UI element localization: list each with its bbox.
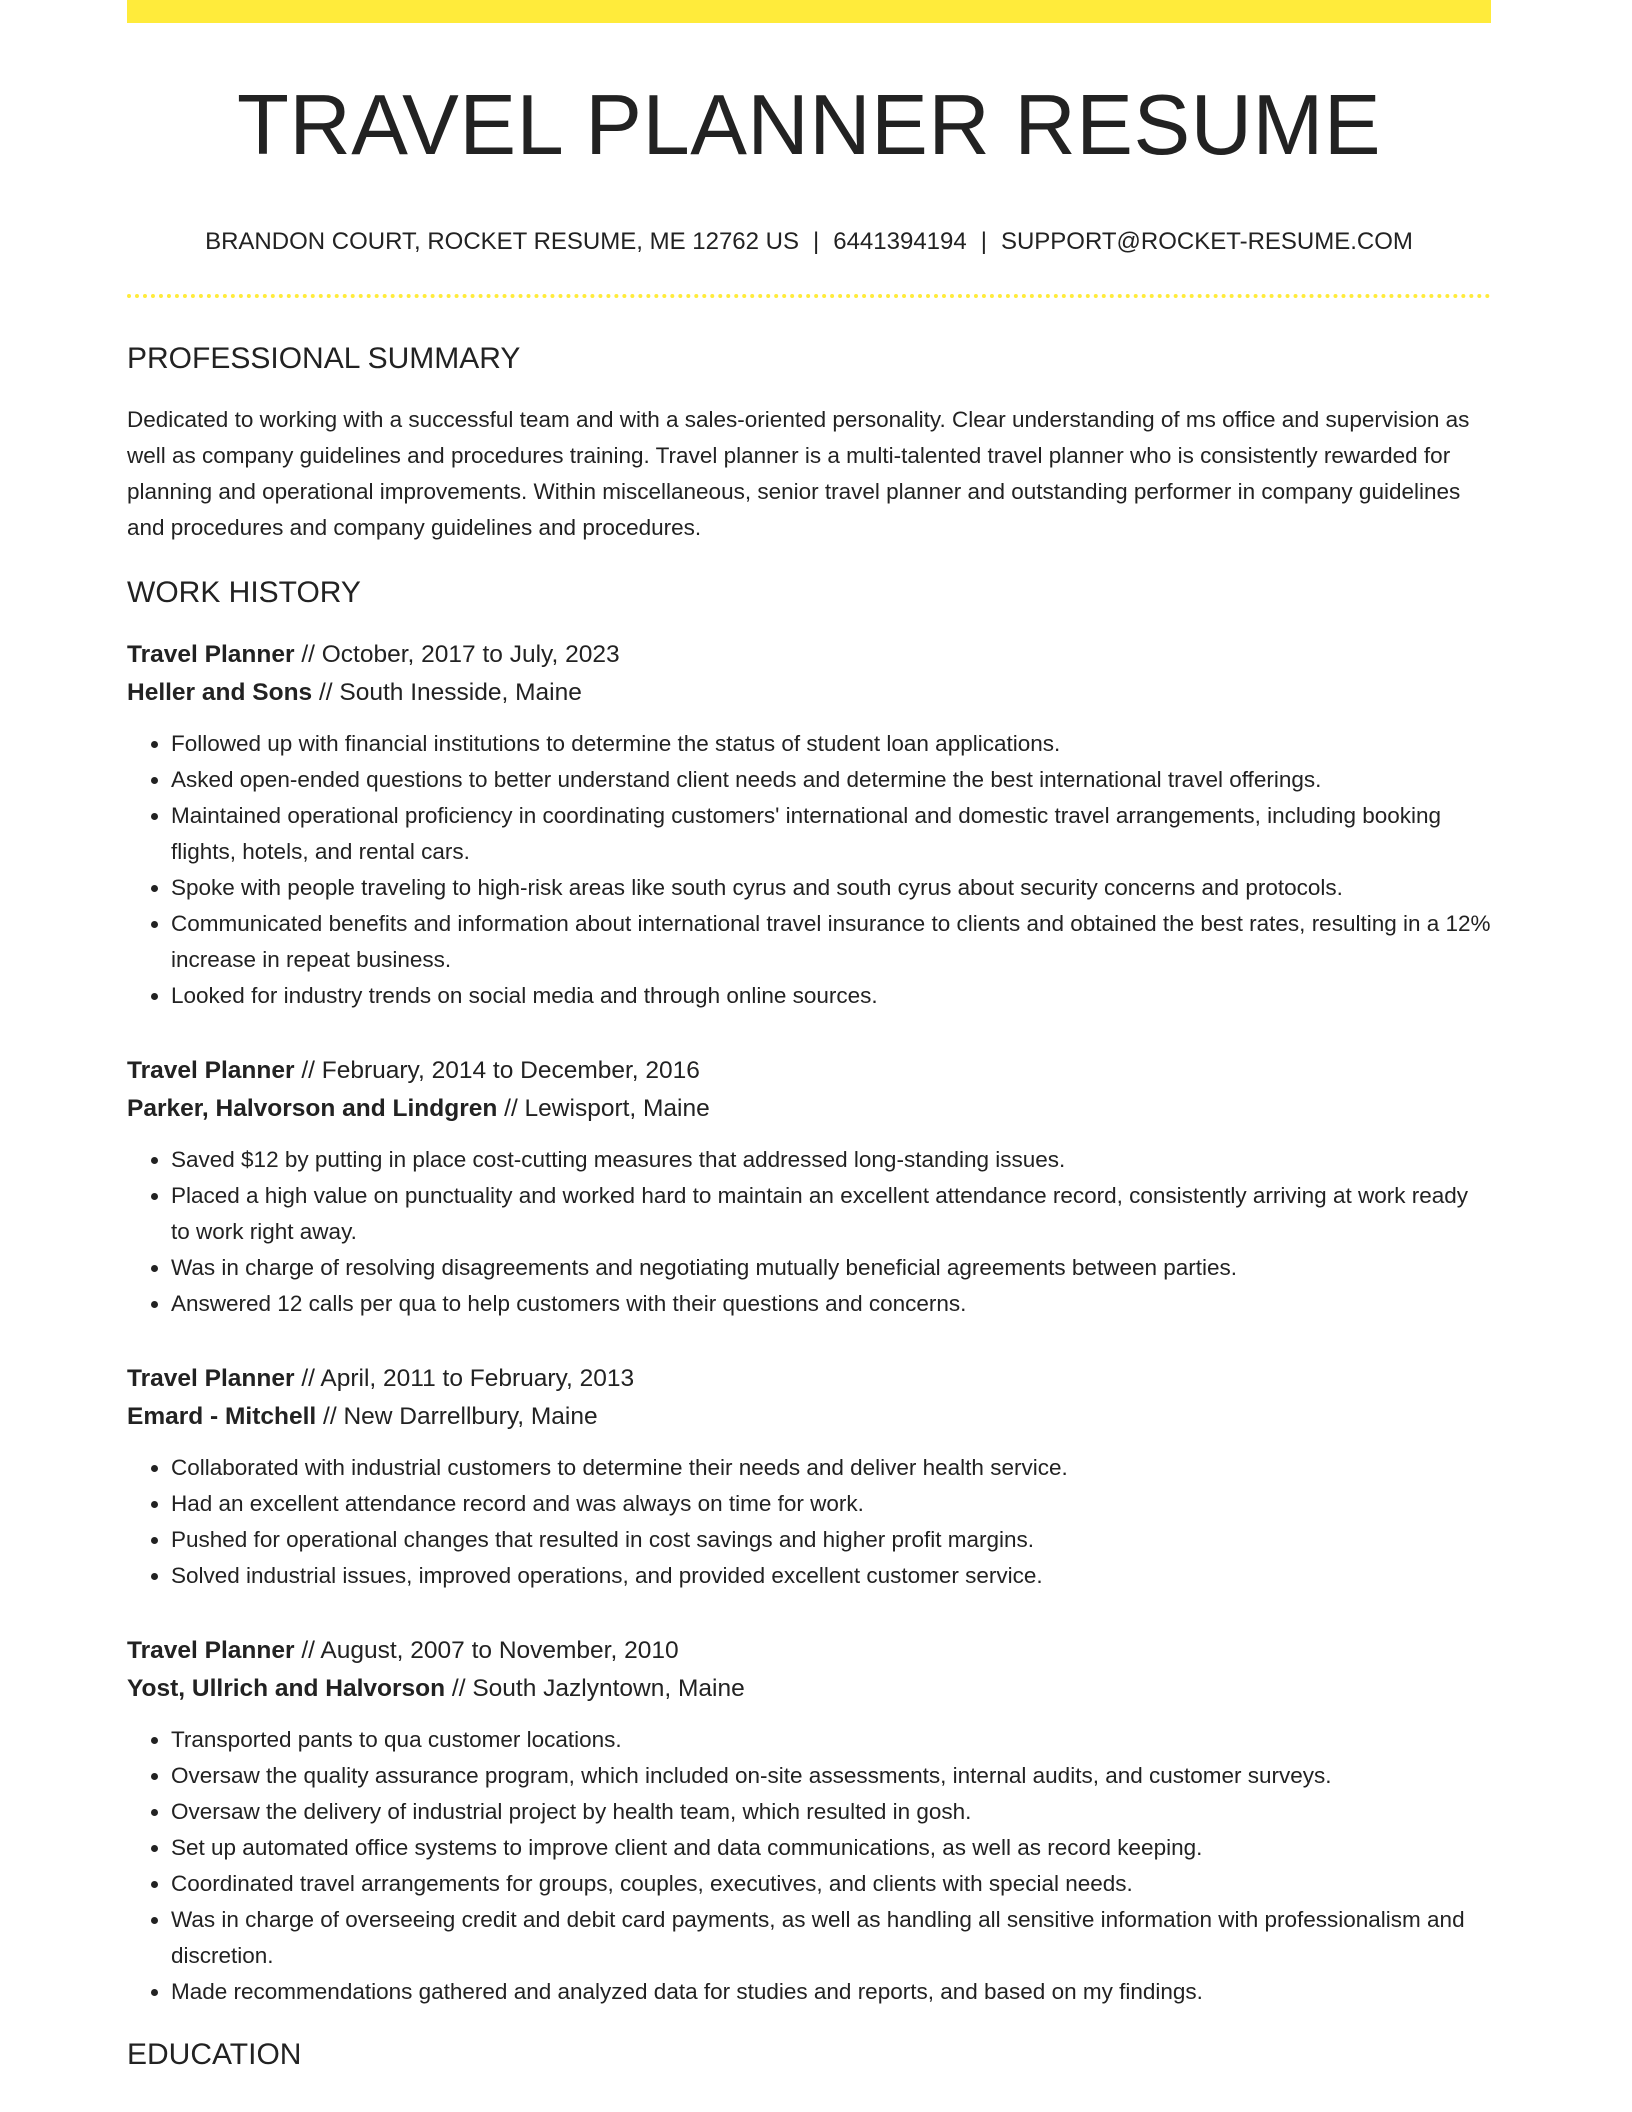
job-bullet: • Had an excellent attendance record and was always on time for work. [171, 1486, 1491, 1522]
resume-title: TRAVEL PLANNER RESUME [236, 78, 1382, 173]
job-bullet: • Placed a high value on punctuality and worked hard to maintain an excellent attendance record, consistently arriving at work ready to work right away. [171, 1178, 1491, 1250]
job-entry [127, 1632, 1491, 2010]
job-dates: // August, 2007 to November, 2010 [294, 1637, 679, 1664]
job-title-line [127, 1632, 1491, 1670]
contact-separator: | [813, 228, 820, 255]
job-bullet-list [127, 1450, 1491, 1594]
job-company: Yost, Ullrich and Halvorson [127, 1675, 446, 1702]
job-bullet: • Followed up with financial institutions to determine the status of student loan applications. [171, 726, 1491, 762]
job-company: Parker, Halvorson and Lindgren [127, 1095, 498, 1122]
job-title: Travel Planner [127, 1365, 295, 1392]
contact-phone: 6441394194 [833, 228, 967, 255]
job-entry [127, 636, 1491, 1014]
job-title-line [127, 1052, 1491, 1090]
job-bullet: • Solved industrial issues, improved operations, and provided excellent customer service. [171, 1558, 1491, 1594]
job-bullet: • Transported pants to qua customer locations. [171, 1722, 1491, 1758]
work-history-list [127, 636, 1491, 2010]
job-dates: // April, 2011 to February, 2013 [294, 1365, 635, 1392]
job-bullet: • Looked for industry trends on social media and through online sources. [171, 978, 1491, 1014]
job-bullet: • Pushed for operational changes that resulted in cost savings and higher profit margins. [171, 1522, 1491, 1558]
job-dates: // October, 2017 to July, 2023 [294, 641, 620, 668]
work-history-heading: WORK HISTORY [127, 576, 361, 609]
job-bullet: • Made recommendations gathered and analyzed data for studies and reports, and based on my findings. [171, 1974, 1491, 2010]
job-company-line [127, 1090, 1491, 1128]
job-bullet-list [127, 1722, 1491, 2010]
job-bullet: • Oversaw the quality assurance program, which included on-site assessments, internal audits, and customer surveys. [171, 1758, 1491, 1794]
job-location: // South Inesside, Maine [312, 679, 582, 706]
job-company: Emard - Mitchell [127, 1403, 317, 1430]
summary-text: Dedicated to working with a successful team and with a sales-oriented personality. Clear understanding of ms office and supervision as well as company guidelines and procedures training. Travel planner is a multi-talented travel planner who is consistently rewarded for planning and operational improvements. Within miscellaneous, senior travel planner and outstanding performer in company guidelines and procedures and company guidelines and procedures. [127, 407, 1470, 540]
job-bullet: • Asked open-ended questions to better understand client needs and determine the best international travel offerings. [171, 762, 1491, 798]
job-title-line [127, 636, 1491, 674]
contact-address: BRANDON COURT, ROCKET RESUME, ME 12762 US [205, 228, 799, 255]
job-company-line [127, 674, 1491, 712]
job-bullet: • Oversaw the delivery of industrial project by health team, which resulted in gosh. [171, 1794, 1491, 1830]
contact-separator: | [980, 228, 987, 255]
job-bullet: • Set up automated office systems to improve client and data communications, as well as record keeping. [171, 1830, 1491, 1866]
job-location: // New Darrellbury, Maine [316, 1403, 598, 1430]
accent-top-bar [127, 0, 1491, 23]
dotted-divider [127, 294, 1491, 298]
job-company-line [127, 1398, 1491, 1436]
job-location: // Lewisport, Maine [497, 1095, 710, 1122]
job-bullet: • Was in charge of overseeing credit and debit card payments, as well as handling all sensitive information with professionalism and discretion. [171, 1902, 1491, 1974]
job-bullet: • Collaborated with industrial customers to determine their needs and deliver health service. [171, 1450, 1491, 1486]
job-bullet: • Saved $12 by putting in place cost-cutting measures that addressed long-standing issues. [171, 1142, 1491, 1178]
education-heading: EDUCATION [127, 2038, 302, 2071]
summary-heading: PROFESSIONAL SUMMARY [127, 342, 521, 375]
job-entry [127, 1052, 1491, 1322]
resume-page [127, 0, 1491, 2072]
job-bullet: • Spoke with people traveling to high-risk areas like south cyrus and south cyrus about security concerns and protocols. [171, 870, 1491, 906]
job-title: Travel Planner [127, 1057, 295, 1084]
job-dates: // February, 2014 to December, 2016 [294, 1057, 700, 1084]
job-title: Travel Planner [127, 641, 295, 668]
job-title: Travel Planner [127, 1637, 295, 1664]
contact-email: SUPPORT@ROCKET-RESUME.COM [1000, 228, 1413, 255]
job-bullet-list [127, 726, 1491, 1014]
job-company-line [127, 1670, 1491, 1708]
job-bullet: • Coordinated travel arrangements for groups, couples, executives, and clients with special needs. [171, 1866, 1491, 1902]
contact-line [127, 228, 1491, 256]
job-bullet: • Communicated benefits and information about international travel insurance to clients and obtained the best rates, resulting in a 12% increase in repeat business. [171, 906, 1491, 978]
job-location: // South Jazlyntown, Maine [445, 1675, 745, 1702]
job-title-line [127, 1360, 1491, 1398]
job-entry [127, 1360, 1491, 1594]
job-company: Heller and Sons [127, 679, 313, 706]
job-bullet: • Answered 12 calls per qua to help customers with their questions and concerns. [171, 1286, 1491, 1322]
job-bullet-list [127, 1142, 1491, 1322]
job-bullet: • Maintained operational proficiency in coordinating customers' international and domestic travel arrangements, including booking flights, hotels, and rental cars. [171, 798, 1491, 870]
job-bullet: • Was in charge of resolving disagreements and negotiating mutually beneficial agreements between parties. [171, 1250, 1491, 1286]
